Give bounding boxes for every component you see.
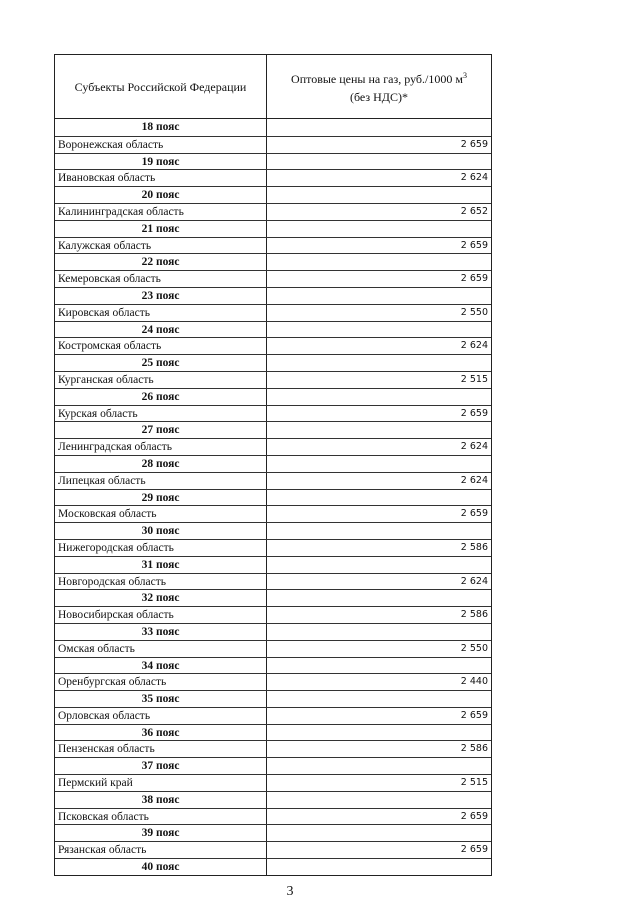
zone-label: 27 пояс: [55, 422, 267, 438]
table-row: [55, 573, 491, 590]
zone-label: 18 пояс: [55, 119, 267, 136]
zone-row: [55, 321, 491, 338]
region-name: Московская область: [55, 506, 267, 522]
table-row: [55, 707, 491, 724]
zone-label: 28 пояс: [55, 456, 267, 472]
zone-label: 37 пояс: [55, 758, 267, 774]
zone-row: [55, 824, 491, 841]
header-prices-superscript: 3: [462, 71, 467, 80]
region-name: Пермский край: [55, 775, 267, 791]
region-name: Калужская область: [55, 238, 267, 254]
price-cell: [267, 187, 491, 203]
price-cell: 2 659: [460, 138, 488, 150]
zone-row: [55, 119, 491, 136]
zone-label: 19 пояс: [55, 154, 267, 170]
region-name: Оренбургская область: [55, 674, 267, 690]
zone-row: [55, 354, 491, 371]
price-cell: [267, 389, 491, 405]
price-cell: 2 440: [460, 676, 488, 688]
price-cell: 2 659: [460, 709, 488, 721]
page-number: 3: [286, 884, 294, 899]
price-cell: 2 659: [460, 508, 488, 520]
table-body: [55, 119, 491, 875]
price-cell: 2 586: [460, 609, 488, 621]
price-cell: [267, 758, 491, 774]
table-row: [55, 673, 491, 690]
zone-row: [55, 489, 491, 506]
table-row: [55, 371, 491, 388]
zone-label: 34 пояс: [55, 658, 267, 674]
region-name: Омская область: [55, 641, 267, 657]
zone-row: [55, 287, 491, 304]
price-cell: 2 659: [460, 810, 488, 822]
table-row: [55, 472, 491, 489]
zone-row: [55, 421, 491, 438]
header-prices-label: [291, 67, 467, 106]
zone-row: [55, 186, 491, 203]
zone-row: [55, 724, 491, 741]
table-row: [55, 539, 491, 556]
region-name: Новгородская область: [55, 574, 267, 590]
region-name: Рязанская область: [55, 842, 267, 858]
price-cell: 2 624: [460, 575, 488, 587]
price-cell: [267, 825, 491, 841]
table-row: [55, 237, 491, 254]
table-row: [55, 405, 491, 422]
table-row: [55, 808, 491, 825]
zone-label: 40 пояс: [55, 859, 267, 875]
table-row: [55, 169, 491, 186]
region-name: Воронежская область: [55, 137, 267, 153]
price-cell: 2 652: [460, 205, 488, 217]
region-name: Курская область: [55, 406, 267, 422]
region-name: Кировская область: [55, 305, 267, 321]
region-name: Курганская область: [55, 372, 267, 388]
price-cell: [267, 322, 491, 338]
zone-label: 21 пояс: [55, 221, 267, 237]
table-row: [55, 841, 491, 858]
table-row: [55, 304, 491, 321]
table-row: [55, 337, 491, 354]
price-cell: [267, 288, 491, 304]
price-cell: [267, 456, 491, 472]
zone-label: 23 пояс: [55, 288, 267, 304]
region-name: Новосибирская область: [55, 607, 267, 623]
zone-label: 30 пояс: [55, 523, 267, 539]
zone-label: 26 пояс: [55, 389, 267, 405]
price-cell: [267, 725, 491, 741]
zone-row: [55, 388, 491, 405]
zone-label: 32 пояс: [55, 590, 267, 606]
zone-row: [55, 589, 491, 606]
region-name: Орловская область: [55, 708, 267, 724]
header-prices: [267, 55, 491, 118]
header-regions: [55, 55, 267, 118]
zone-row: [55, 153, 491, 170]
price-cell: [267, 523, 491, 539]
zone-row: [55, 522, 491, 539]
table-row: [55, 438, 491, 455]
zone-label: 25 пояс: [55, 355, 267, 371]
table-header: [55, 55, 491, 119]
zone-label: 29 пояс: [55, 490, 267, 506]
zone-label: 20 пояс: [55, 187, 267, 203]
table-row: [55, 640, 491, 657]
table-row: [55, 203, 491, 220]
zone-row: [55, 690, 491, 707]
price-cell: [267, 254, 491, 270]
price-cell: [267, 859, 491, 875]
price-cell: 2 586: [460, 743, 488, 755]
zone-row: [55, 657, 491, 674]
price-cell: [267, 590, 491, 606]
price-cell: [267, 119, 491, 136]
region-name: Пензенская область: [55, 741, 267, 757]
price-cell: 2 659: [460, 407, 488, 419]
region-name: Кемеровская область: [55, 271, 267, 287]
price-cell: [267, 557, 491, 573]
zone-row: [55, 455, 491, 472]
price-cell: 2 586: [460, 541, 488, 553]
price-table: [54, 54, 492, 876]
price-cell: [267, 624, 491, 640]
price-cell: 2 659: [460, 273, 488, 285]
zone-label: 35 пояс: [55, 691, 267, 707]
zone-row: [55, 791, 491, 808]
region-name: Ивановская область: [55, 170, 267, 186]
table-row: [55, 606, 491, 623]
price-cell: [267, 490, 491, 506]
price-cell: 2 624: [460, 172, 488, 184]
price-cell: 2 550: [460, 642, 488, 654]
price-cell: [267, 355, 491, 371]
zone-label: 22 пояс: [55, 254, 267, 270]
region-name: Липецкая область: [55, 473, 267, 489]
zone-label: 39 пояс: [55, 825, 267, 841]
region-name: Калининградская область: [55, 204, 267, 220]
price-cell: 2 624: [460, 474, 488, 486]
price-cell: 2 624: [460, 441, 488, 453]
zone-row: [55, 220, 491, 237]
region-name: Ленинградская область: [55, 439, 267, 455]
price-cell: 2 515: [460, 777, 488, 789]
price-cell: 2 515: [460, 373, 488, 385]
price-cell: [267, 792, 491, 808]
price-cell: 2 550: [460, 306, 488, 318]
price-cell: [267, 221, 491, 237]
zone-label: 24 пояс: [55, 322, 267, 338]
zone-row: [55, 556, 491, 573]
zone-row: [55, 858, 491, 875]
header-regions-label: Субъекты Российской Федерации: [74, 79, 247, 94]
price-cell: 2 659: [460, 239, 488, 251]
table-row: [55, 136, 491, 153]
zone-label: 38 пояс: [55, 792, 267, 808]
price-cell: 2 624: [460, 340, 488, 352]
header-prices-line1: Оптовые цены на газ, руб./1000 м: [291, 72, 463, 86]
zone-label: 36 пояс: [55, 725, 267, 741]
price-cell: [267, 691, 491, 707]
table-row: [55, 774, 491, 791]
price-cell: 2 659: [460, 844, 488, 856]
price-cell: [267, 422, 491, 438]
zone-label: 33 пояс: [55, 624, 267, 640]
region-name: Костромская область: [55, 338, 267, 354]
header-prices-line2: (без НДС)*: [349, 90, 408, 104]
region-name: Нижегородская область: [55, 540, 267, 556]
table-row: [55, 740, 491, 757]
region-name: Псковская область: [55, 809, 267, 825]
table-row: [55, 270, 491, 287]
zone-row: [55, 623, 491, 640]
price-cell: [267, 658, 491, 674]
price-cell: [267, 154, 491, 170]
zone-row: [55, 757, 491, 774]
zone-label: 31 пояс: [55, 557, 267, 573]
zone-row: [55, 253, 491, 270]
table-row: [55, 505, 491, 522]
